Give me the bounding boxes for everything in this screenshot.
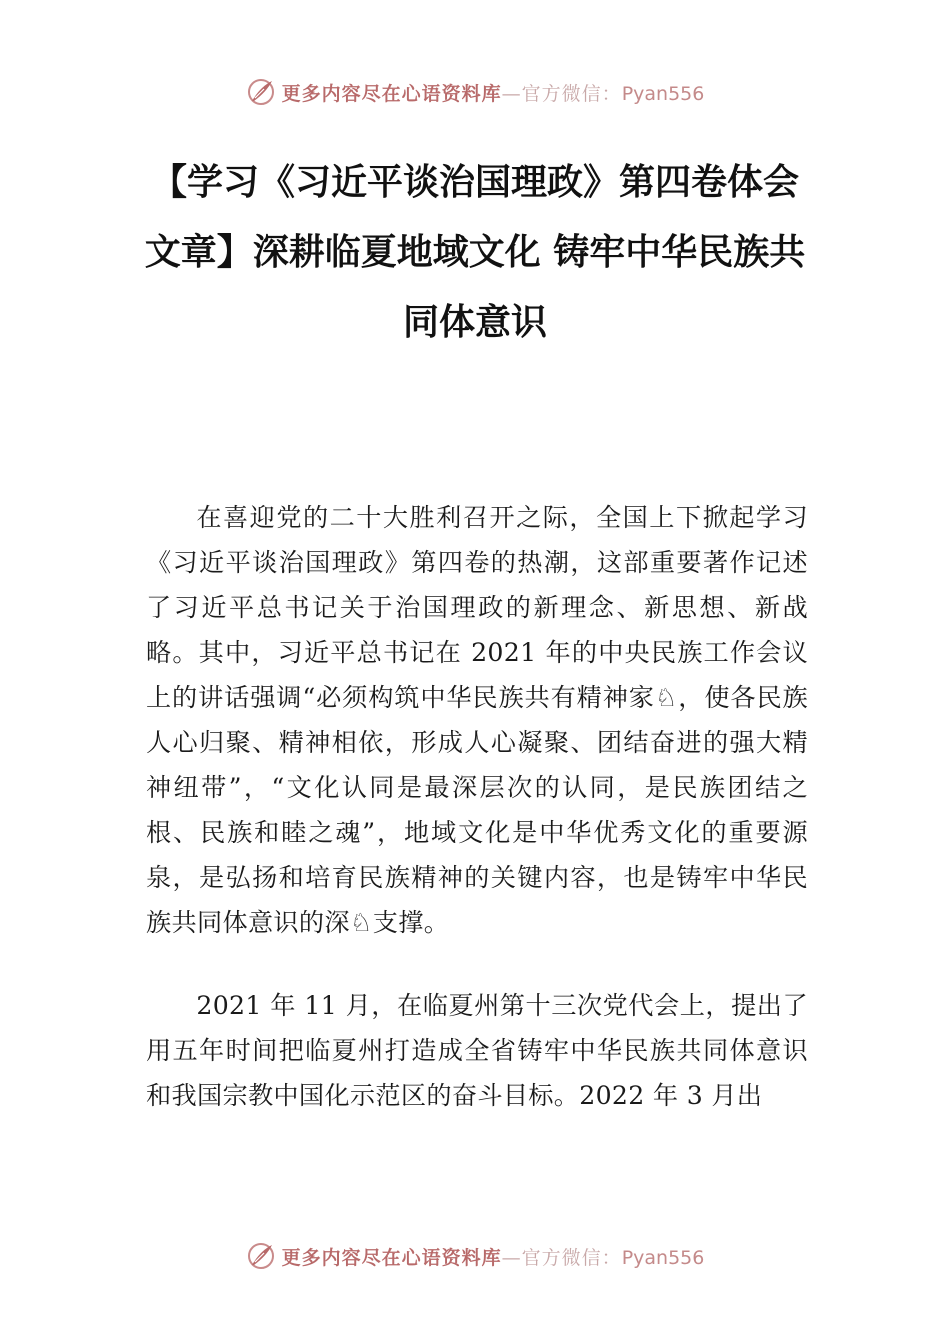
quill-logo-icon	[246, 1241, 276, 1271]
watermark-text	[282, 79, 705, 106]
watermark-separator: —	[501, 82, 522, 105]
body-paragraph-1: 在喜迎党的二十大胜利召开之际，全国上下掀起学习《习近平谈治国理政》第四卷的热潮，这部重要著作记述了习近平总书记关于治国理政的新理念、新思想、新战略。其中，习近平总书记在 2021 年的中央民族工作会议上的讲话强调“必须构筑中华民族共有精神家♘，使各民族人心归聚、精神相依，形成人心凝聚、团结奋进的强大精神纽带”，“文化认同是最深层次的认同，是民族团结之根、民族和睦之魂”，地域文化是中华优秀文化的重要源泉，是弘扬和培育民族精神的关键内容，也是铸牢中华民族共同体意识的深♘支撑。	[146, 503, 808, 937]
watermark-contact-id: Pyan556	[621, 1246, 705, 1269]
header-watermark	[0, 72, 950, 112]
watermark-site-text: 更多内容尽在心语资料库	[281, 82, 502, 105]
footer-watermark	[0, 1236, 950, 1276]
body-paragraph-2: 2021 年 11 月，在临夏州第十三次党代会上，提出了用五年时间把临夏州打造成全省铸牢中华民族共同体意识和我国宗教中国化示范区的奋斗目标。2022 年 3 月出	[146, 991, 808, 1110]
watermark-separator: —	[501, 1246, 522, 1269]
quill-logo-icon	[246, 77, 276, 107]
document-title: 【学习《习近平谈治国理政》第四卷体会文章】深耕临夏地域文化 铸牢中华民族共同体意识	[144, 162, 806, 343]
watermark-contact-label: 官方微信：	[521, 1246, 622, 1269]
watermark-contact-label: 官方微信：	[521, 82, 622, 105]
watermark-contact-id: Pyan556	[621, 82, 705, 105]
watermark-site-text: 更多内容尽在心语资料库	[281, 1246, 502, 1269]
watermark-text	[282, 1243, 705, 1270]
